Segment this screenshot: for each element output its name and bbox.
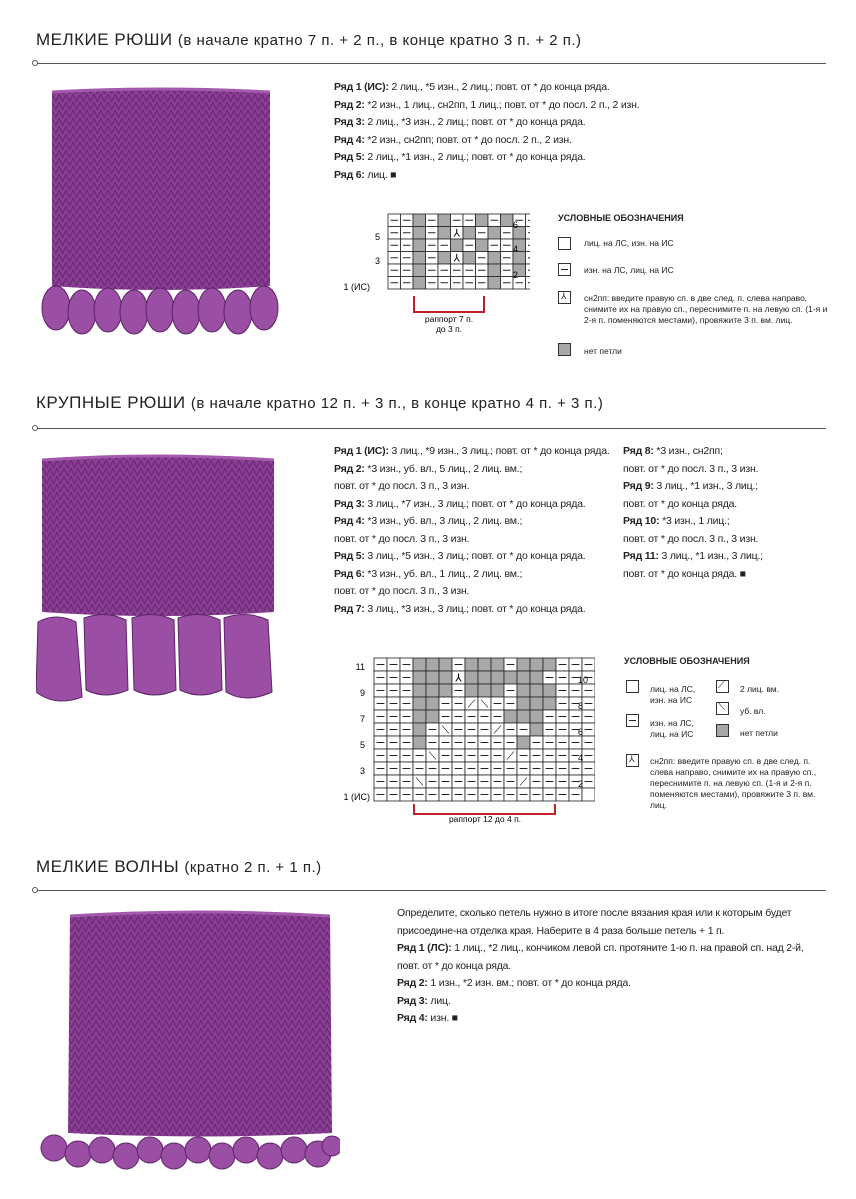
chart-cell: [413, 264, 426, 277]
title-text: МЕЛКИЕ ВОЛНЫ: [36, 857, 180, 876]
chart-cell: [543, 658, 556, 671]
divider: [36, 63, 826, 64]
instruction-row: повт. от * до конца ряда.: [623, 497, 737, 510]
ssk-icon: ⟍: [716, 702, 729, 715]
chart-cell: [465, 684, 478, 697]
chart-cell: [438, 252, 451, 265]
divider-dot: [32, 60, 38, 66]
chart-cell: [517, 710, 530, 723]
stitch-symbol: ⟋: [467, 698, 476, 711]
row-number-left: 11: [355, 662, 365, 672]
legend-title: УСЛОВНЫЕ ОБОЗНАЧЕНИЯ: [624, 656, 750, 666]
stitch-symbol: ⟋: [506, 750, 515, 763]
stitch-symbol: ⅄: [453, 227, 460, 240]
chart-cell: [438, 214, 451, 227]
divider-dot: [32, 887, 38, 893]
instruction-row: Ряд 3: 2 лиц., *3 изн., 2 лиц.; повт. от * до конца ряда.: [334, 116, 586, 128]
rows-instructions-1: [334, 79, 640, 184]
chart-cell: [426, 710, 439, 723]
swatch-photo-small-ruffles: [38, 86, 283, 344]
rows-instructions-2b: [623, 443, 763, 583]
swatch-photo-small-waves: [40, 908, 340, 1186]
stitch-symbol: ⟍: [428, 750, 437, 763]
chart-cell: [478, 671, 491, 684]
chart-cell: [517, 697, 530, 710]
instruction-row: повт. от * до посл. 3 п., 3 изн.: [623, 462, 759, 475]
chart-cell: [438, 227, 451, 240]
chart-cell: [439, 658, 452, 671]
chart-cell: [413, 214, 426, 227]
divider: [36, 890, 826, 891]
chart-cell: [530, 710, 543, 723]
chart-cell: [465, 658, 478, 671]
chart-cell: [543, 684, 556, 697]
instruction-row: Ряд 6: *3 изн., уб. вл., 1 лиц., 2 лиц. вм.;: [334, 567, 523, 580]
stitch-symbol: ⟋: [519, 776, 528, 789]
repeat-label: раппорт 7 п.: [424, 314, 474, 324]
instruction-row: повт. от * до посл. 3 п., 3 изн.: [623, 532, 759, 545]
chart-cell: [517, 684, 530, 697]
instruction-row: Ряд 6: лиц. ■: [334, 168, 397, 181]
row-number-right: 6: [578, 727, 584, 737]
stitch-symbol: ⟍: [415, 776, 424, 789]
legend-text: нет петли: [740, 728, 778, 738]
instruction-row: повт. от * до конца ряда.: [397, 959, 511, 972]
knitting-chart-small-ruffles: [330, 210, 530, 335]
rows-instructions-3: [397, 905, 832, 1028]
empty-square-icon: [626, 680, 639, 693]
row-number-left: 7: [359, 714, 365, 724]
section-3-title: [36, 857, 322, 877]
divider: [36, 428, 826, 429]
chart-cell: [491, 684, 504, 697]
instruction-row: повт. от * до посл. 3 п., 3 изн.: [334, 480, 470, 492]
chart-cell: [413, 671, 426, 684]
instruction-row: Ряд 8: *3 изн., сн2пп;: [623, 445, 723, 457]
row-number-left: 1 (ИС): [343, 282, 370, 292]
chart-cell: [491, 671, 504, 684]
knitting-chart-large-ruffles: [330, 652, 595, 827]
chart-cell: [543, 697, 556, 710]
instruction-row: Ряд 9: 3 лиц., *1 изн., 3 лиц.;: [623, 480, 758, 492]
chart-cell: [439, 684, 452, 697]
row-number-right: 4: [578, 753, 584, 763]
instruction-row: Ряд 1 (ИС): 3 лиц., *9 изн., 3 лиц.; повт. от * до конца ряда.: [334, 445, 610, 457]
legend-text: уб. вл.: [740, 706, 766, 716]
row-number-right: 4: [513, 244, 519, 254]
row-number-left: 3: [374, 256, 380, 266]
chart-cell: [413, 736, 426, 749]
legend-2: [624, 656, 834, 826]
instruction-row: Ряд 2: 1 изн., *2 изн. вм.; повт. от * до конца ряда.: [397, 977, 631, 989]
row-number-right: 10: [578, 675, 589, 685]
chart-cell: [478, 684, 491, 697]
instruction-row: Ряд 4: *2 изн., сн2пп; повт. от * до посл. 2 п., 2 изн.: [334, 133, 572, 146]
stitch-symbol: ⅄: [455, 672, 462, 685]
legend-text: изн. на ЛС, лиц. на ИС: [650, 718, 694, 739]
chart-cell: [491, 658, 504, 671]
chart-cell: [426, 671, 439, 684]
legend-text: сн2пп: введите правую сп. в две след. п. слева направо, снимите их на правую сп., переснимите п. на левую сп. (1-я и 2-я п. поменяются местами), провяжите 3 п. вм. лиц.: [584, 293, 828, 325]
chart-cell: [426, 658, 439, 671]
instruction-row: Ряд 4: *3 изн., уб. вл., 3 лиц., 2 лиц. вм.;: [334, 515, 523, 527]
section-2-title: [36, 393, 603, 413]
row-number-left: 9: [359, 688, 365, 698]
rows-instructions-2a: [334, 443, 610, 618]
section-1-title: [36, 30, 582, 50]
legend-text: лиц. на ЛС, изн. на ИС: [584, 238, 674, 248]
instruction-row: Ряд 5: 2 лиц., *1 изн., 2 лиц.; повт. от * до конца ряда.: [334, 151, 586, 163]
legend-title: УСЛОВНЫЕ ОБОЗНАЧЕНИЯ: [558, 213, 684, 223]
legend-text: 2 лиц. вм.: [740, 684, 780, 694]
chart-cell: [504, 671, 517, 684]
chart-cell: [530, 697, 543, 710]
chart-cell: [530, 658, 543, 671]
row-number-right: 8: [578, 701, 584, 711]
chart-cell: [413, 239, 426, 252]
instruction-row: повт. от * до посл. 3 п., 3 изн.: [334, 532, 470, 545]
chart-cell: [413, 697, 426, 710]
chart-cell: [476, 214, 489, 227]
chart-cell: [413, 227, 426, 240]
repeat-label: раппорт 12 до 4 п.: [448, 814, 522, 824]
decrease-3-icon: ⅄: [626, 754, 639, 767]
title-text: КРУПНЫЕ РЮШИ: [36, 393, 186, 412]
legend-text: лиц. на ЛС, изн. на ИС: [650, 684, 696, 705]
chart-cell: [476, 239, 489, 252]
divider-dot: [32, 425, 38, 431]
row-number-left: 5: [374, 232, 380, 242]
title-text: МЕЛКИЕ РЮШИ: [36, 30, 173, 49]
dash-square-icon: [558, 263, 571, 276]
chart-cell: [463, 227, 476, 240]
row-number-left: 5: [359, 740, 365, 750]
stitch-symbol: ⟋: [493, 724, 502, 737]
chart-cell: [501, 214, 514, 227]
repeat-bracket: [414, 804, 555, 814]
chart-cell: [426, 684, 439, 697]
chart-cell: [463, 252, 476, 265]
chart-cell: [517, 658, 530, 671]
instruction-row: Ряд 10: *3 изн., 1 лиц.;: [623, 515, 730, 527]
legend-text: нет петли: [584, 346, 622, 356]
chart-cell: [488, 264, 501, 277]
chart-cell: [439, 671, 452, 684]
decrease-3-icon: ⅄: [558, 291, 571, 304]
instruction-row: повт. от * до конца ряда. ■: [623, 567, 746, 580]
chart-cell: [488, 227, 501, 240]
row-number-right: 2: [513, 270, 519, 280]
row-number-left: 1 (ИС): [343, 792, 370, 802]
row-number-left: 3: [359, 766, 365, 776]
instruction-row: Ряд 3: лиц.: [397, 994, 451, 1007]
chart-cell: [530, 684, 543, 697]
instruction-row: Ряд 11: 3 лиц., *1 изн., 3 лиц.;: [623, 550, 763, 562]
chart-cell: [488, 252, 501, 265]
instruction-row: Ряд 2: *3 изн., уб. вл., 5 лиц., 2 лиц. вм.;: [334, 462, 523, 475]
subtitle-text: (в начале кратно 7 п. + 2 п., в конце кратно 3 п. + 2 п.): [177, 32, 582, 49]
stitch-symbol: ⟍: [480, 698, 489, 711]
chart-cell: [478, 658, 491, 671]
row-number-right: 6: [513, 220, 519, 230]
chart-grid: [388, 214, 530, 289]
chart-cell: [517, 671, 530, 684]
instruction-row: Ряд 5: 3 лиц., *5 изн., 3 лиц.; повт. от * до конца ряда.: [334, 550, 586, 562]
chart-cell: [413, 710, 426, 723]
intro-text: Определите, сколько петель нужно в итоге после вязания края или к которым будет присоедине-на отделка края. Наберите в 4 раза больше петель + 1 п.: [397, 907, 792, 937]
chart-cell: [504, 710, 517, 723]
chart-cell: [517, 736, 530, 749]
legend-text: сн2пп: введите правую сп. в две след. п. слева направо, снимите их на правую сп., переснимите п. на левую сп. (1-я и 2-я п. поменяются местами), провяжите 3 п. вм. лиц.: [650, 756, 817, 810]
empty-square-icon: [558, 237, 571, 250]
legend-text: изн. на ЛС, лиц. на ИС: [584, 265, 674, 275]
chart-cell: [530, 671, 543, 684]
chart-cell: [488, 277, 501, 290]
instruction-row: Ряд 3: 3 лиц., *7 изн., 3 лиц.; повт. от * до конца ряда.: [334, 497, 586, 510]
k2tog-icon: ⟋: [716, 680, 729, 693]
instruction-row: Ряд 1 (ИС): 2 лиц., *5 изн., 2 лиц.; повт. от * до конца ряда.: [334, 81, 610, 93]
gray-square-icon: [558, 343, 571, 356]
subtitle-text: (кратно 2 п. + 1 п.): [184, 859, 322, 876]
repeat-label: до 3 п.: [435, 324, 463, 334]
chart-cell: [413, 723, 426, 736]
instruction-row: Ряд 2: *2 изн., 1 лиц., сн2пп, 1 лиц.; повт. от * до посл. 2 п., 2 изн.: [334, 98, 640, 111]
subtitle-text: (в начале кратно 12 п. + 3 п., в конце кратно 4 п. + 3 п.): [190, 395, 604, 412]
row-number-right: 2: [578, 779, 584, 789]
chart-cell: [451, 239, 464, 252]
stitch-symbol: ⅄: [453, 252, 460, 265]
chart-cell: [413, 658, 426, 671]
chart-cell: [582, 788, 595, 801]
instruction-row: Ряд 1 (ЛС): 1 лиц., *2 лиц., кончиком левой сп. протяните 1-ю п. на правой сп. над 2-й,: [397, 942, 804, 954]
chart-cell: [530, 723, 543, 736]
chart-cell: [413, 684, 426, 697]
chart-cell: [413, 277, 426, 290]
chart-cell: [426, 697, 439, 710]
stitch-symbol: ⟍: [441, 724, 450, 737]
gray-square-icon: [716, 724, 729, 737]
chart-cell: [465, 671, 478, 684]
instruction-row: Ряд 4: изн. ■: [397, 1012, 458, 1024]
dash-square-icon: [626, 714, 639, 727]
chart-cell: [413, 252, 426, 265]
legend-1: [558, 213, 838, 363]
instruction-row: Ряд 7: 3 лиц., *3 изн., 3 лиц.; повт. от * до конца ряда.: [334, 602, 586, 615]
swatch-photo-large-ruffles: [36, 452, 286, 712]
chart-grid: [374, 658, 595, 801]
instruction-row: повт. от * до посл. 3 п., 3 изн.: [334, 585, 470, 597]
repeat-bracket: [414, 296, 484, 312]
